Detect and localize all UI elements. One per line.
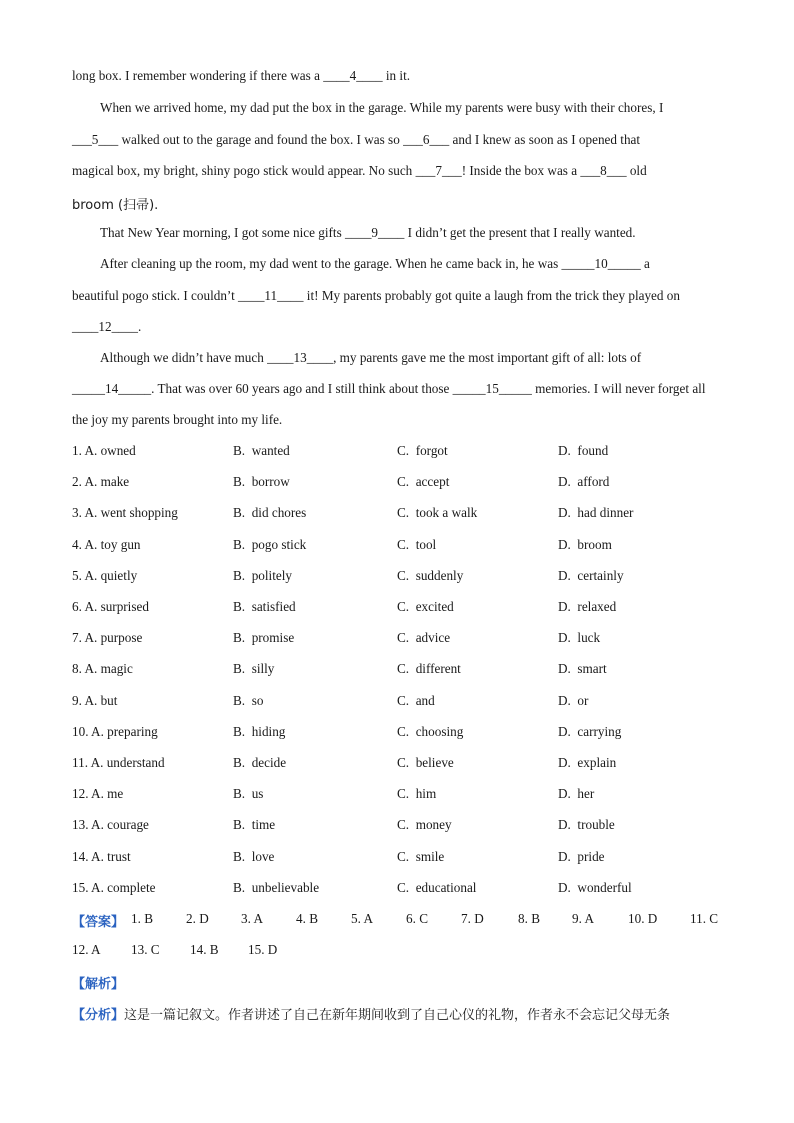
question-number: 4. A. bbox=[72, 536, 98, 552]
passage-text: I didn’t get the present that I really wanted. bbox=[404, 225, 636, 240]
option-a bbox=[72, 474, 129, 490]
option-letter: D. bbox=[558, 755, 571, 770]
passage-text: long box. I remember wondering if there was a bbox=[72, 68, 324, 83]
option-b bbox=[233, 661, 274, 677]
option-letter: C. bbox=[397, 630, 410, 646]
answer-item: 9. A bbox=[572, 911, 594, 926]
answer-item: 14. B bbox=[190, 942, 219, 957]
analysis-sub-label: 【分析】 bbox=[72, 1008, 125, 1023]
passage-text: memories. I will never forget all bbox=[531, 381, 706, 396]
option-a-text: me bbox=[107, 786, 124, 802]
answer-item: 12. A bbox=[72, 942, 101, 957]
option-b-text: borrow bbox=[251, 474, 290, 490]
blank: ___7___ bbox=[415, 163, 462, 178]
option-letter: B. bbox=[233, 692, 246, 708]
option-letter: D. bbox=[558, 661, 571, 677]
option-d bbox=[558, 537, 612, 553]
option-d-text: relaxed bbox=[577, 599, 617, 614]
question-number: 10. A. bbox=[72, 723, 104, 739]
option-c-text: educational bbox=[415, 879, 477, 895]
question-number: 8. A. bbox=[72, 661, 98, 677]
passage-text: broom (扫帚). bbox=[72, 198, 159, 213]
option-d-text: wonderful bbox=[577, 879, 632, 895]
option-d bbox=[558, 474, 609, 490]
passage-text: and I knew as soon as I opened that bbox=[449, 132, 641, 147]
passage-text: it! My parents probably got quite a laugh from the trick they played on bbox=[303, 288, 680, 303]
option-d bbox=[558, 505, 633, 521]
option-a-text: toy gun bbox=[100, 536, 141, 552]
option-c bbox=[397, 693, 435, 709]
option-c-text: accept bbox=[415, 474, 450, 490]
option-letter: B. bbox=[233, 879, 246, 895]
option-a bbox=[72, 849, 131, 865]
option-d-text: broom bbox=[577, 536, 612, 552]
option-c-text: him bbox=[415, 786, 437, 802]
option-b-text: so bbox=[251, 692, 264, 708]
analysis-heading bbox=[72, 973, 124, 992]
option-a bbox=[72, 724, 158, 740]
option-b bbox=[233, 443, 290, 459]
option-b-text: did chores bbox=[251, 505, 307, 521]
option-d-text: luck bbox=[577, 630, 601, 646]
question-number: 13. A. bbox=[72, 817, 104, 833]
option-letter: B. bbox=[233, 443, 246, 458]
option-b bbox=[233, 474, 290, 490]
option-c-text: excited bbox=[415, 599, 454, 614]
option-b-text: decide bbox=[251, 755, 287, 770]
option-c bbox=[397, 880, 476, 896]
passage-line bbox=[72, 319, 141, 335]
option-d bbox=[558, 786, 594, 802]
option-letter: C. bbox=[397, 786, 410, 802]
option-letter: C. bbox=[397, 879, 410, 895]
blank: _____10_____ bbox=[561, 256, 641, 271]
option-letter: B. bbox=[233, 567, 246, 583]
option-c-text: took a walk bbox=[415, 505, 478, 521]
answer-item: 2. D bbox=[186, 911, 209, 926]
option-letter: B. bbox=[233, 755, 246, 770]
option-d bbox=[558, 661, 607, 677]
option-a-text: trust bbox=[107, 848, 131, 864]
option-d-text: carrying bbox=[577, 723, 622, 739]
option-c-text: money bbox=[415, 817, 452, 833]
blank: ____4____ bbox=[323, 68, 383, 83]
option-d bbox=[558, 724, 621, 740]
passage-text: the joy my parents brought into my life. bbox=[72, 412, 283, 427]
passage-text: That New Year morning, I got some nice gifts bbox=[100, 225, 346, 240]
passage-text: old bbox=[626, 163, 647, 178]
option-letter: C. bbox=[397, 443, 410, 458]
question-number: 2. A. bbox=[72, 474, 98, 490]
answer-item: 7. D bbox=[461, 911, 484, 926]
option-a-text: understand bbox=[106, 755, 165, 770]
passage-line bbox=[100, 350, 641, 366]
option-c-text: and bbox=[415, 692, 435, 708]
option-letter: B. bbox=[233, 505, 246, 521]
question-number: 15. A. bbox=[72, 879, 104, 895]
option-a bbox=[72, 599, 149, 615]
option-letter: C. bbox=[397, 536, 410, 552]
option-c bbox=[397, 724, 463, 740]
option-a bbox=[72, 817, 149, 833]
option-d bbox=[558, 755, 616, 771]
option-d-text: her bbox=[577, 786, 595, 802]
option-a-text: preparing bbox=[107, 723, 158, 739]
option-letter: C. bbox=[397, 817, 410, 833]
option-d-text: explain bbox=[577, 755, 617, 770]
blank: ____12____ bbox=[72, 319, 138, 334]
passage-line bbox=[72, 132, 640, 148]
answer-row-1 bbox=[72, 911, 124, 930]
option-letter: D. bbox=[558, 505, 571, 521]
option-c-text: different bbox=[415, 661, 461, 677]
option-c bbox=[397, 505, 477, 521]
option-a-text: courage bbox=[107, 817, 149, 833]
option-a-text: went shopping bbox=[100, 505, 178, 521]
passage-line bbox=[100, 225, 636, 241]
option-letter: D. bbox=[558, 879, 571, 895]
option-c bbox=[397, 537, 436, 553]
option-d-text: pride bbox=[577, 848, 605, 864]
option-b-text: promise bbox=[251, 630, 295, 646]
option-b bbox=[233, 724, 285, 740]
option-b bbox=[233, 505, 306, 521]
answer-item: 5. A bbox=[351, 911, 373, 926]
option-letter: D. bbox=[558, 599, 571, 614]
option-d-text: had dinner bbox=[577, 505, 634, 521]
answer-item: 3. A bbox=[241, 911, 263, 926]
option-letter: D. bbox=[558, 848, 571, 864]
option-d-text: trouble bbox=[577, 817, 615, 833]
option-b bbox=[233, 786, 263, 802]
option-b-text: us bbox=[251, 786, 264, 802]
option-letter: C. bbox=[397, 567, 410, 583]
option-b-text: hiding bbox=[251, 723, 286, 739]
answer-item: 6. C bbox=[406, 911, 428, 926]
passage-text: magical box, my bright, shiny pogo stick would appear. No such bbox=[72, 163, 416, 178]
answer-item: 4. B bbox=[296, 911, 318, 926]
option-d bbox=[558, 849, 605, 865]
option-letter: C. bbox=[397, 505, 410, 521]
option-letter: D. bbox=[558, 567, 571, 583]
option-b bbox=[233, 568, 292, 584]
passage-line bbox=[100, 256, 650, 272]
option-c-text: tool bbox=[415, 536, 437, 552]
option-b bbox=[233, 755, 286, 771]
option-b bbox=[233, 599, 296, 615]
blank: ___6___ bbox=[403, 132, 450, 147]
option-c bbox=[397, 755, 454, 771]
option-c bbox=[397, 630, 450, 646]
option-d-text: afford bbox=[577, 474, 610, 490]
option-d bbox=[558, 693, 588, 709]
option-c bbox=[397, 568, 463, 584]
passage-text: , my parents gave me the most important gift of all: lots of bbox=[333, 350, 642, 365]
option-a-text: make bbox=[100, 474, 130, 490]
option-c-text: advice bbox=[415, 630, 451, 646]
option-letter: B. bbox=[233, 661, 246, 677]
blank: ____13____ bbox=[267, 350, 334, 365]
question-number: 12. A. bbox=[72, 786, 104, 802]
passage-line bbox=[72, 68, 410, 84]
option-letter: D. bbox=[558, 443, 571, 458]
option-b-text: satisfied bbox=[251, 599, 296, 614]
question-number: 6. A. bbox=[72, 599, 98, 614]
option-letter: B. bbox=[233, 786, 246, 802]
option-letter: B. bbox=[233, 599, 246, 614]
passage-text: a bbox=[640, 256, 650, 271]
option-letter: B. bbox=[233, 474, 246, 490]
option-c bbox=[397, 474, 449, 490]
option-a bbox=[72, 786, 123, 802]
option-letter: C. bbox=[397, 723, 410, 739]
blank: ___5___ bbox=[72, 132, 119, 147]
option-letter: C. bbox=[397, 755, 410, 770]
option-c-text: smile bbox=[415, 848, 445, 864]
option-letter: D. bbox=[558, 692, 571, 708]
option-b bbox=[233, 849, 274, 865]
option-a-text: quietly bbox=[100, 567, 138, 583]
option-letter: D. bbox=[558, 630, 571, 646]
analysis-label: 【解析】 bbox=[72, 977, 125, 992]
analysis-text: 这是一篇记叙文。作者讲述了自己在新年期间收到了自己心仪的礼物，作者永不会忘记父母无条 bbox=[124, 1008, 671, 1023]
option-letter: B. bbox=[233, 848, 246, 864]
option-d bbox=[558, 630, 600, 646]
passage-line bbox=[72, 412, 282, 428]
option-letter: B. bbox=[233, 723, 246, 739]
question-number: 9. A. bbox=[72, 692, 98, 708]
blank: ___8___ bbox=[580, 163, 627, 178]
passage-line bbox=[100, 100, 663, 116]
option-a bbox=[72, 537, 141, 553]
option-d bbox=[558, 880, 632, 896]
option-b bbox=[233, 693, 263, 709]
option-d-text: found bbox=[577, 443, 609, 458]
option-a-text: surprised bbox=[100, 599, 149, 614]
option-d-text: smart bbox=[577, 661, 607, 677]
option-c-text: believe bbox=[415, 755, 454, 770]
option-c-text: suddenly bbox=[415, 567, 464, 583]
option-c bbox=[397, 599, 454, 615]
option-b-text: silly bbox=[251, 661, 275, 677]
option-a bbox=[72, 568, 137, 584]
blank: ____9____ bbox=[345, 225, 405, 240]
option-c bbox=[397, 849, 444, 865]
passage-text: ! Inside the box was a bbox=[461, 163, 581, 178]
option-d bbox=[558, 568, 624, 584]
option-a-text: but bbox=[100, 692, 118, 708]
option-letter: C. bbox=[397, 474, 410, 490]
question-number: 5. A. bbox=[72, 567, 98, 583]
option-letter: C. bbox=[397, 848, 410, 864]
option-b-text: unbelievable bbox=[251, 879, 320, 895]
option-a-text: magic bbox=[100, 661, 133, 677]
option-c-text: choosing bbox=[415, 723, 464, 739]
analysis-paragraph bbox=[72, 1004, 670, 1023]
answer-item: 13. C bbox=[131, 942, 160, 957]
question-number: 7. A. bbox=[72, 630, 98, 646]
passage-line bbox=[72, 288, 680, 304]
passage-text: . bbox=[137, 319, 142, 334]
option-d bbox=[558, 817, 615, 833]
option-c-text: forgot bbox=[415, 443, 448, 458]
option-c bbox=[397, 786, 436, 802]
option-letter: C. bbox=[397, 692, 410, 708]
blank: ____11____ bbox=[238, 288, 304, 303]
option-b-text: pogo stick bbox=[251, 536, 307, 552]
option-a-text: purpose bbox=[100, 630, 143, 646]
option-a-text: complete bbox=[107, 879, 156, 895]
option-letter: C. bbox=[397, 599, 410, 614]
option-b-text: time bbox=[251, 817, 276, 833]
answer-item: 8. B bbox=[518, 911, 540, 926]
option-letter: C. bbox=[397, 661, 410, 677]
option-d bbox=[558, 599, 616, 615]
option-letter: D. bbox=[558, 786, 571, 802]
option-a bbox=[72, 630, 142, 646]
option-b bbox=[233, 880, 319, 896]
option-a bbox=[72, 880, 156, 896]
question-number: 11. A. bbox=[72, 755, 104, 770]
option-letter: B. bbox=[233, 630, 246, 646]
option-a bbox=[72, 661, 133, 677]
answer-item: 15. D bbox=[248, 942, 278, 957]
option-c bbox=[397, 661, 461, 677]
question-number: 14. A. bbox=[72, 848, 104, 864]
passage-text: Although we didn’t have much bbox=[100, 350, 268, 365]
answer-label: 【答案】 bbox=[72, 915, 125, 930]
option-d bbox=[558, 443, 608, 459]
option-letter: D. bbox=[558, 817, 571, 833]
option-a bbox=[72, 755, 165, 771]
passage-text: walked out to the garage and found the box. I was so bbox=[118, 132, 404, 147]
option-a bbox=[72, 443, 136, 459]
option-b bbox=[233, 817, 275, 833]
passage-line bbox=[72, 194, 158, 213]
option-b bbox=[233, 537, 306, 553]
answer-item: 11. C bbox=[690, 911, 719, 926]
passage-text: in it. bbox=[382, 68, 411, 83]
option-letter: B. bbox=[233, 536, 246, 552]
answer-item: 1. B bbox=[131, 911, 153, 926]
option-letter: D. bbox=[558, 723, 571, 739]
question-number: 1. A. bbox=[72, 443, 98, 458]
passage-text: . That was over 60 years ago and I still think about those bbox=[151, 381, 453, 396]
answer-item: 10. D bbox=[628, 911, 658, 926]
option-letter: D. bbox=[558, 474, 571, 490]
option-c bbox=[397, 443, 448, 459]
passage-line bbox=[72, 381, 706, 397]
passage-text: When we arrived home, my dad put the box in the garage. While my parents were busy with their chores, I bbox=[100, 100, 664, 115]
option-b-text: wanted bbox=[251, 443, 290, 458]
question-number: 3. A. bbox=[72, 505, 98, 521]
option-c bbox=[397, 817, 452, 833]
passage-text: After cleaning up the room, my dad went to the garage. When he came back in, he was bbox=[100, 256, 562, 271]
option-letter: D. bbox=[558, 536, 571, 552]
passage-line bbox=[72, 163, 647, 179]
option-a-text: owned bbox=[100, 443, 136, 458]
passage-text: beautiful pogo stick. I couldn’t bbox=[72, 288, 239, 303]
option-d-text: certainly bbox=[577, 567, 624, 583]
option-b bbox=[233, 630, 294, 646]
blank: _____14_____ bbox=[72, 381, 152, 396]
option-a bbox=[72, 693, 117, 709]
option-b-text: politely bbox=[251, 567, 292, 583]
option-letter: B. bbox=[233, 817, 246, 833]
blank: _____15_____ bbox=[452, 381, 532, 396]
option-a bbox=[72, 505, 178, 521]
option-d-text: or bbox=[577, 692, 589, 708]
option-b-text: love bbox=[251, 848, 275, 864]
